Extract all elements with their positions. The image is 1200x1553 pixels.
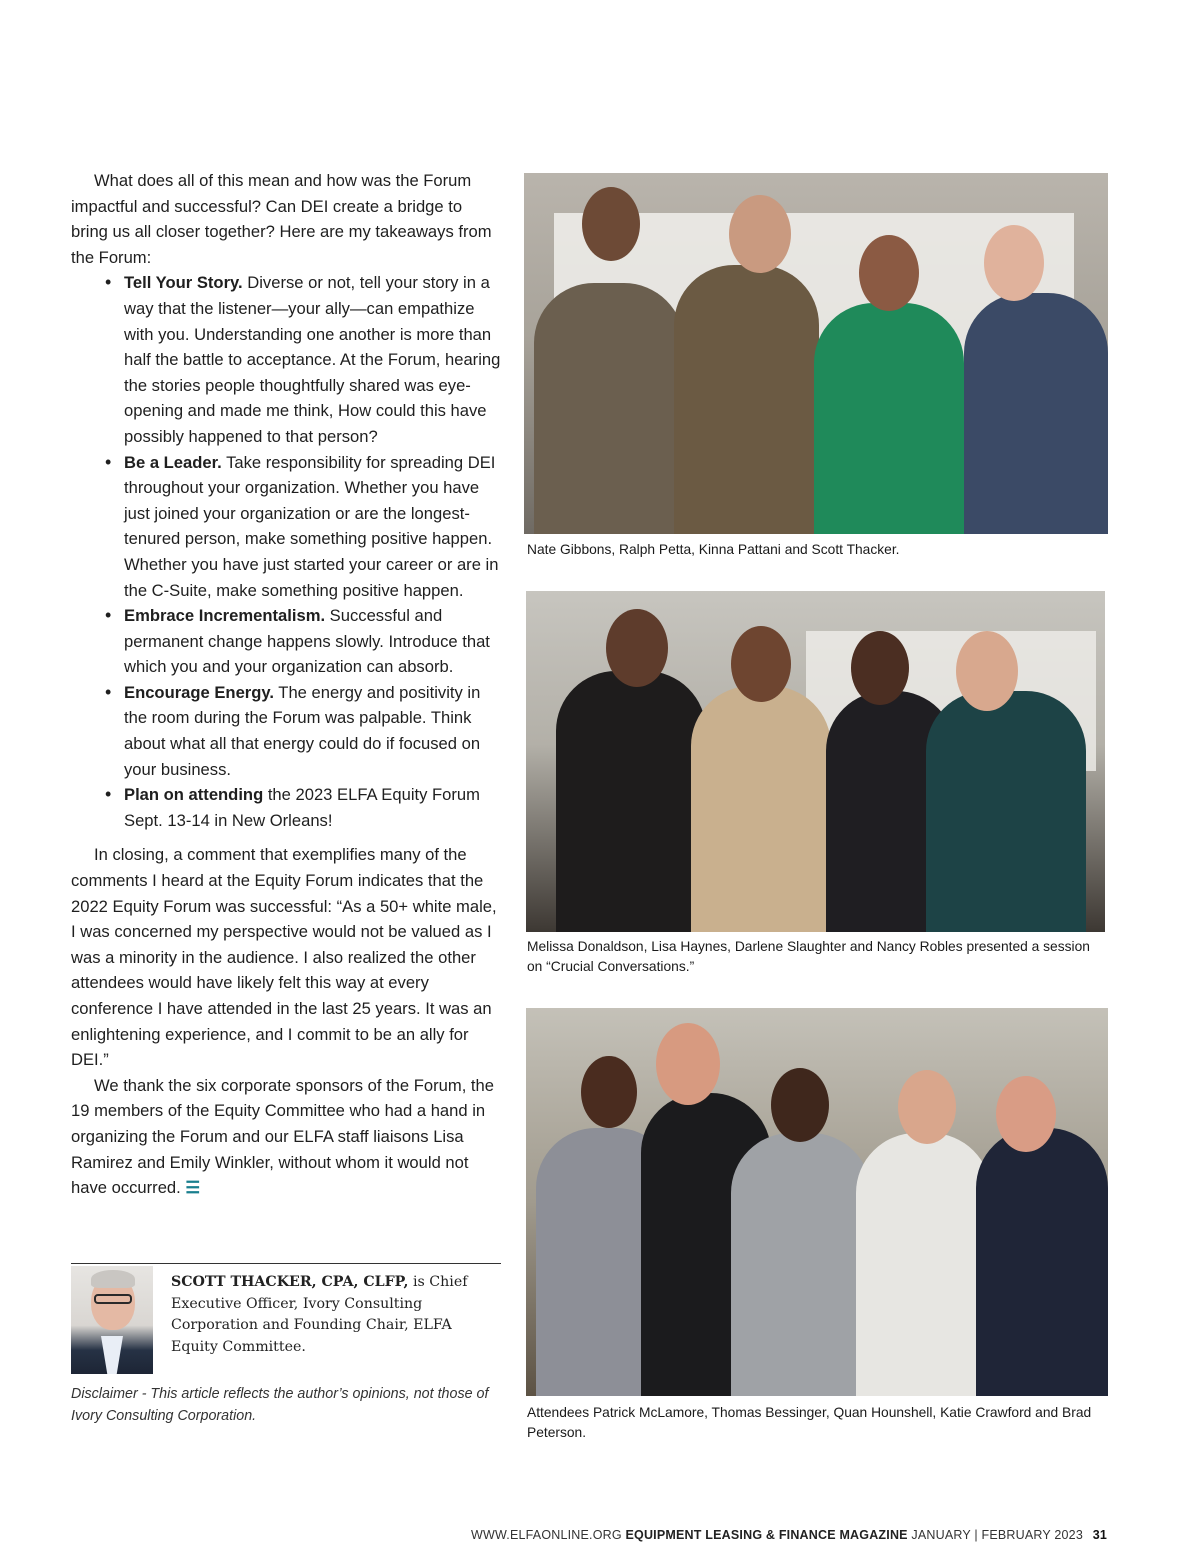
list-item bbox=[105, 450, 501, 604]
takeaway-title: Encourage Energy. bbox=[124, 682, 274, 702]
list-item bbox=[105, 270, 501, 449]
photo-forum-group-2 bbox=[526, 591, 1105, 932]
intro-paragraph: What does all of this mean and how was the Forum impactful and successful? Can DEI create a bridge to bring us all closer together? Here are my takeaways from the Forum: bbox=[71, 171, 492, 267]
takeaway-text: Take responsibility for spreading DEI throughout your organization. Whether you have just joined your organization or are the longest-tenured person, make something positive happen. Whether you have just started your career or are in the C-Suite, make something positive happen. bbox=[124, 452, 499, 600]
takeaway-text: Successful and permanent change happens slowly. Introduce that which you and your organization can absorb. bbox=[124, 606, 490, 677]
photo-caption: Nate Gibbons, Ralph Petta, Kinna Pattani and Scott Thacker. bbox=[527, 542, 900, 557]
takeaways-list bbox=[71, 270, 501, 833]
photo-caption: Melissa Donaldson, Lisa Haynes, Darlene Slaughter and Nancy Robles presented a session on “Crucial Conversations.” bbox=[527, 939, 1090, 974]
footer-issue: JANUARY | FEBRUARY 2023 bbox=[911, 1528, 1083, 1542]
thanks-text: We thank the six corporate sponsors of the Forum, the 19 members of the Equity Committee who had a hand in organizing the Forum and our ELFA staff liaisons Lisa Ramirez and Emily Winkler, without whom it would not have occurred. bbox=[71, 1075, 494, 1198]
footer-site: WWW.ELFAONLINE.ORG bbox=[470, 1528, 622, 1542]
takeaway-text: The energy and positivity in the room during the Forum was palpable. Think about what all that energy could do if focused on your business. bbox=[124, 682, 481, 779]
list-item bbox=[105, 782, 501, 833]
end-mark-icon: ☰ bbox=[185, 1178, 201, 1198]
author-description: is Chief Executive Officer, Ivory Consulting Corporation and Founding Chair, ELFA Equity Committee. bbox=[171, 1274, 468, 1355]
page-number: 31 bbox=[1092, 1528, 1107, 1542]
closing-paragraph: In closing, a comment that exemplifies many of the comments I heard at the Equity Forum indicates that the 2022 Equity Forum was successful: “As a 50+ white male, I was concerned my perspective would not be valued as I was a minority in the audience. I also realized the other attendees would have likely felt this way at every conference I have attended in the last 25 years. It was an enlightening experience, and I commit to be an ally for DEI.” bbox=[71, 845, 497, 1070]
author-name: SCOTT THACKER, CPA, CLFP, bbox=[171, 1274, 409, 1290]
takeaway-text: the 2023 ELFA Equity Forum Sept. 13-14 in New Orleans! bbox=[124, 785, 480, 830]
takeaway-title: Plan on attending bbox=[124, 785, 264, 805]
takeaway-title: Be a Leader. bbox=[124, 452, 222, 472]
photo-caption: Attendees Patrick McLamore, Thomas Bessinger, Quan Hounshell, Katie Crawford and Brad Peterson. bbox=[527, 1405, 1092, 1440]
disclaimer: Disclaimer - This article reflects the author’s opinions, not those of Ivory Consulting Corporation. bbox=[71, 1386, 489, 1424]
thanks-paragraph bbox=[71, 1073, 501, 1201]
photo-forum-group-1 bbox=[524, 173, 1108, 534]
list-item bbox=[105, 603, 501, 680]
list-item bbox=[105, 680, 501, 782]
article-body bbox=[71, 168, 501, 1201]
author-bio-text bbox=[171, 1272, 491, 1358]
author-bio bbox=[71, 1263, 501, 1374]
page-footer bbox=[471, 1528, 1107, 1542]
footer-magazine: EQUIPMENT LEASING & FINANCE MAGAZINE bbox=[625, 1528, 908, 1542]
takeaway-title: Tell Your Story. bbox=[124, 273, 243, 293]
takeaway-title: Embrace Incrementalism. bbox=[124, 606, 326, 626]
author-photo bbox=[71, 1266, 153, 1374]
photo-forum-group-3 bbox=[526, 1008, 1108, 1396]
takeaway-text: Diverse or not, tell your story in a way that the listener—your ally—can empathize with you. Understanding one another is more than half the battle to acceptance. At the Forum, hearing the stories people thoughtfully shared was eye-opening and made me think, How could this have possibly happened to that person? bbox=[124, 273, 501, 446]
